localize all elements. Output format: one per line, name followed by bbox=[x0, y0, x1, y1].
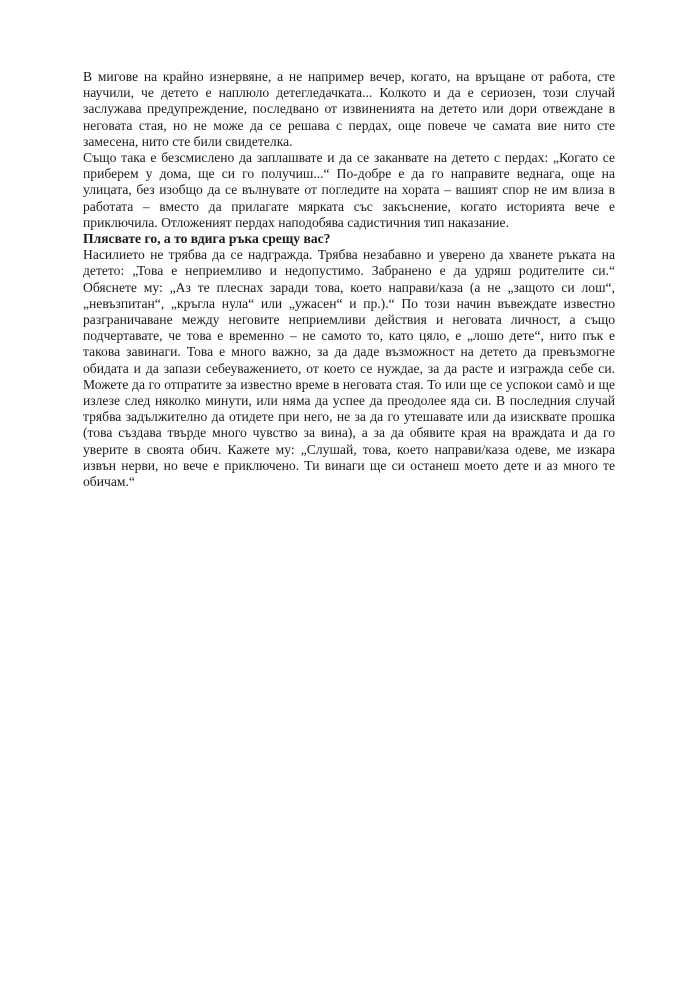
document-body bbox=[83, 69, 615, 490]
paragraph-3: Насилието не трябва да се надгражда. Трябва незабавно и уверено да хванете ръката на детето: „Това е неприемливо и недопустимо. Забранено е да удряш родителите си.“ Обяснете му: „Аз те плеснах заради това, което направи/каза (а не „защото си лош“, „невъзпитан“, „кръгла нула“ или „ужасен“ и пр.).“ По този начин въвеждате известно разграничаване между неговите неприемливи действия и неговата личност, а също подчертавате, че това е временно – не самото то, като цяло, е „лошо дете“, нито пък е такова завинаги. Това е много важно, за да даде възможност на детето да превъзмогне обидата и да запази себеуважението, от което се нуждае, за да расте и изгражда себе си. Можете да го отпратите за известно време в неговата стая. То или ще се успокои самò и ще излезе след няколко минути, или няма да успее да преодолее яда си. В последния случай трябва задължително да отидете при него, не за да го утешавате или да изисквате прошка (това създава твърде много чувство за вина), а за да обявите края на враждата и да го уверите в своята обич. Кажете му: „Слушай, това, което направи/каза одеве, ме изкара извън нерви, но вече е приключено. Ти винаги ще си останеш моето дете и аз много те обичам.“ bbox=[83, 247, 615, 490]
section-heading: Плясвате го, а то вдига ръка срещу вас? bbox=[83, 231, 331, 247]
paragraph-1: В мигове на крайно изнервяне, а не например вечер, когато, на връщане от работа, сте научили, че детето е наплюло детегледачката... Колкото и да е сериозен, този случай заслужава предупреждение, последвано от извиненията на детето или дори отвеждане в неговата стая, но не може да се решава с пердах, още повече че самата вие нито сте замесена, нито сте били свидетелка. bbox=[83, 69, 615, 149]
paragraph-2: Също така е безсмислено да заплашвате и да се заканвате на детето с пердах: „Когато се приберем у дома, ще си го получиш...“ По-добре е да го направите веднага, още на улицата, без изобщо да се вълнувате от погледите на хората – вашият спор не им влиза в работата – вместо да прилагате мярката със закъснение, когато историята вече е приключила. Отложеният пердах наподобява садистичния тип наказание. bbox=[83, 150, 615, 230]
